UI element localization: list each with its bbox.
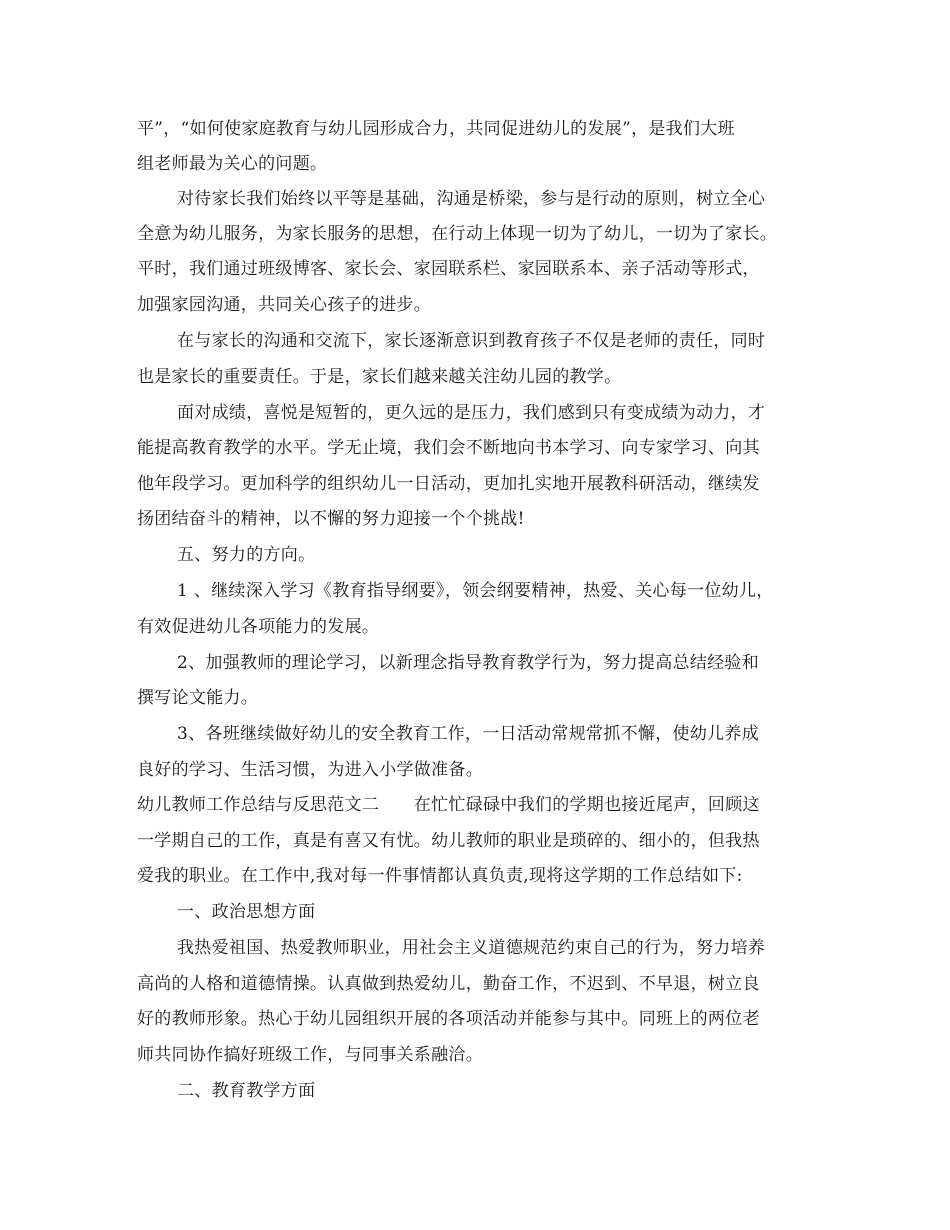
text-line: 有效促进幼儿各项能力的发展。 — [137, 617, 380, 637]
text-line: 高尚的人格和道德情操。认真做到热爱幼儿，勤奋工作，不迟到、不早退，树立良 — [137, 974, 760, 994]
list-item: 2、加强教师的理论学习，以新理念指导教育教学行为，努力提高总结经验和 — [177, 653, 760, 673]
section-heading: 一、政治思想方面 — [177, 902, 316, 922]
text-line: 撰写论文能力。 — [137, 688, 259, 708]
text-line: 师共同协作搞好班级工作，与同事关系融洽。 — [137, 1045, 483, 1065]
text-line: 组老师最为关心的问题。 — [137, 154, 328, 174]
paragraph-line: 我热爱祖国、热爱教师职业，用社会主义道德规范约束自己的行为，努力培养 — [177, 938, 766, 958]
text-line: 他年段学习。更加科学的组织幼儿一日活动，更加扎实地开展教科研活动，继续发 — [137, 474, 760, 494]
text-line: 扬团结奋斗的精神，以不懈的努力迎接一个个挑战! — [137, 509, 525, 529]
text-line: 平”，“如何使家庭教育与幼儿园形成合力，共同促进幼儿的发展”，是我们大班 — [137, 119, 735, 139]
text-line: 平时，我们通过班级博客、家长会、家园联系栏、家园联系本、亲子活动等形式， — [137, 259, 760, 279]
text-line: 全意为幼儿服务，为家长服务的思想，在行动上体现一切为了幼儿，一切为了家长。 — [137, 224, 778, 244]
paragraph-line: 在与家长的沟通和交流下，家长逐渐意识到教育孩子不仅是老师的责任，同时 — [177, 331, 766, 351]
paragraph-line: 面对成绩，喜悦是短暂的，更久远的是压力，我们感到只有变成绩为动力，才 — [177, 403, 766, 423]
text-line: 能提高教育教学的水平。学无止境，我们会不断地向书本学习、向专家学习、向其 — [137, 438, 760, 458]
text-line: 好的教师形象。热心于幼儿园组织开展的各项活动并能参与其中。同班上的两位老 — [137, 1009, 760, 1029]
list-item: 3、各班继续做好幼儿的安全教育工作，一日活动常规常抓不懈，使幼儿养成 — [177, 724, 760, 744]
list-item: 1 、继续深入学习《教育指导纲要》，领会纲要精神，热爱、关心每一位幼儿， — [177, 581, 774, 601]
text-line: 一学期自己的工作，真是有喜又有忧。幼儿教师的职业是琐碎的、细小的，但我热 — [137, 831, 760, 851]
article-title-line: 幼儿教师工作总结与反思范文二 在忙忙碌碌中我们的学期也接近尾声，回顾这 — [137, 795, 760, 815]
text-line: 良好的学习、生活习惯，为进入小学做准备。 — [137, 760, 483, 780]
paragraph-line: 对待家长我们始终以平等是基础，沟通是桥梁，参与是行动的原则，树立全心 — [177, 189, 766, 209]
text-line: 爱我的职业。在工作中,我对每一件事情都认真负责,现将这学期的工作总结如下: — [137, 866, 743, 886]
text-line: 加强家园沟通，共同关心孩子的进步。 — [137, 295, 432, 315]
section-heading: 二、教育教学方面 — [177, 1081, 316, 1101]
text-line: 也是家长的重要责任。于是，家长们越来越关注幼儿园的教学。 — [137, 367, 622, 387]
section-heading: 五、努力的方向。 — [177, 545, 316, 565]
